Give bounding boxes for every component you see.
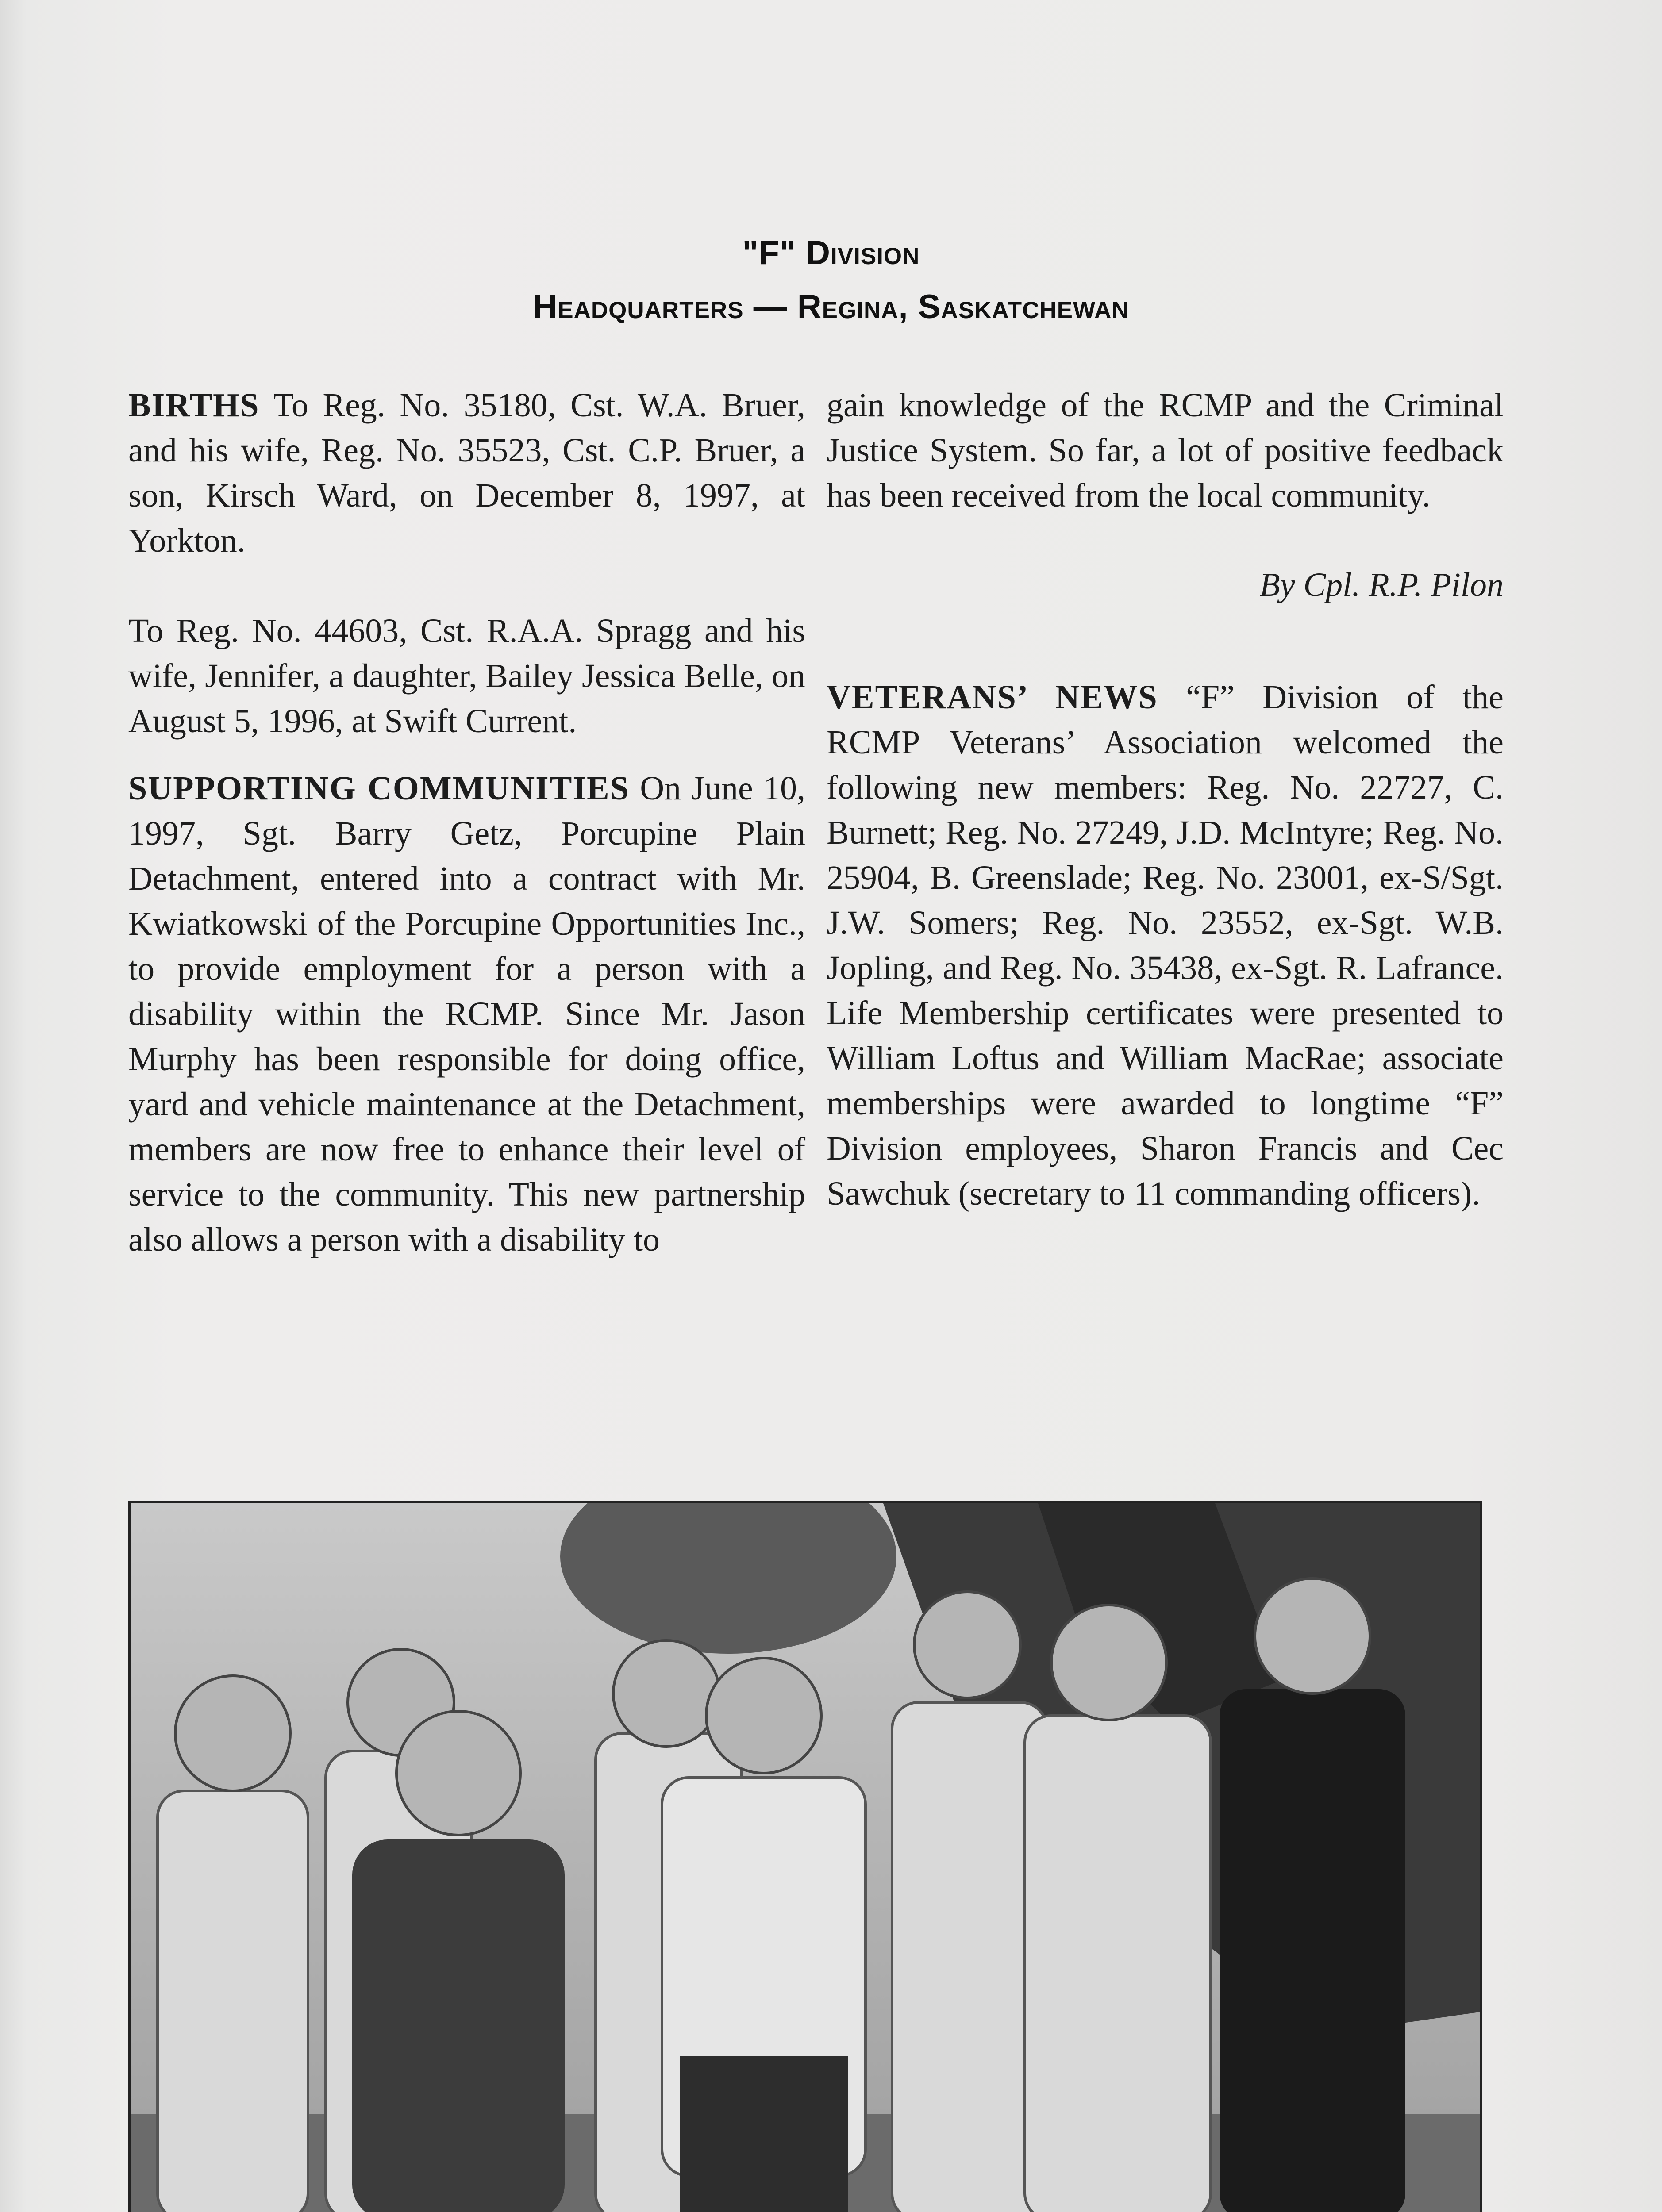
births-paragraph [128,383,805,563]
supporting-communities-paragraph [128,766,805,1262]
group-photo-illustration [131,1503,1480,2212]
headquarters-title-text: Headquarters — Regina, Saskatchewan [533,288,1129,326]
division-title-text: "F" Division [742,234,920,272]
byline [827,562,1504,607]
left-column [128,383,805,1307]
continued-paragraph [827,383,1504,518]
veterans-news-heading: VETERANS’ NEWS [827,679,1158,716]
births-text-2: To Reg. No. 44603, Cst. R.A.A. Spragg and his wife, Jennifer, a daughter, Bailey Jessica Belle, on August 5, 1996, at Swift Current. [128,612,805,740]
supporting-communities-heading: SUPPORTING COMMUNITIES [128,770,630,807]
byline-text: By Cpl. R.P. Pilon [1259,566,1504,603]
supporting-communities-text: On June 10, 1997, Sgt. Barry Getz, Porcupine Plain Detachment, entered into a contract with Mr. Kwiatkowski of the Porcupine Opportunities Inc., to provide employment for a person with a disability within the RCMP. Since Mr. Jason Murphy has been responsible for doing office, yard and vehicle maintenance at the Detachment, members are now free to enhance their level of service to the community. This new partnership also allows a person with a disability to [128,770,805,1258]
births-text-1: To Reg. No. 35180, Cst. W.A. Bruer, and his wife, Reg. No. 35523, Cst. C.P. Bruer, a son, Kirsch Ward, on December 8, 1997, at Yorkton. [128,387,805,559]
veterans-news-paragraph [827,675,1504,1216]
headquarters-title [0,288,1662,326]
births-paragraph-2 [128,608,805,744]
right-column [827,383,1504,1261]
births-heading: BIRTHS [128,387,260,424]
group-photo [128,1501,1482,2212]
continued-text: gain knowledge of the RCMP and the Criminal Justice System. So far, a lot of positive feedback has been received from the local community. [827,387,1504,514]
veterans-news-text: “F” Division of the RCMP Veterans’ Association welcomed the following new members: Reg. No. 22727, C. Burnett; Reg. No. 27249, J.D. McIntyre; Reg. No. 25904, B. Greenslade; Reg. No. 23001, ex-S/Sgt. J.W. Somers; Reg. No. 23552, ex-Sgt. W.B. Jopling, and Reg. No. 35438, ex-Sgt. R. Lafrance. Life Membership certificates were presented to William Loftus and William MacRae; associate memberships were awarded to longtime “F” Division employees, Sharon Francis and Cec Sawchuk (secretary to 11 commanding officers). [827,679,1504,1212]
division-title [0,234,1662,272]
